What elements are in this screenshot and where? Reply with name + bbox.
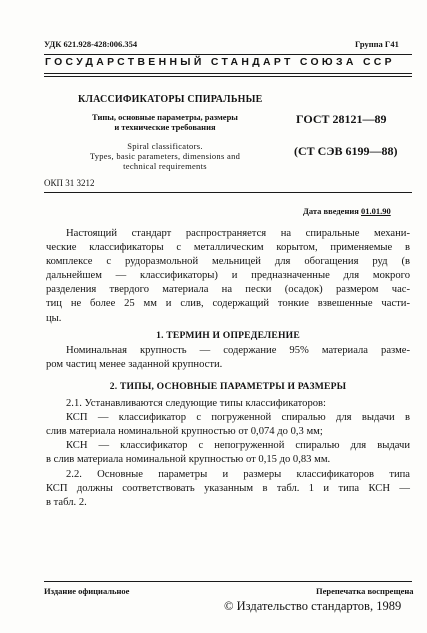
- text-line: КСП — классификатор с погруженной спиралью для выдачи в: [66, 412, 410, 424]
- text-line: 2.2. Основные параметры и размеры классификаторов типа: [66, 468, 410, 480]
- section-2-paragraph-2: [46, 468, 410, 510]
- title-rule: [44, 192, 412, 193]
- subtitle-en-line: technical requirements: [123, 161, 207, 172]
- header-rule-bottom: [44, 76, 412, 77]
- section-1-text: [46, 344, 410, 372]
- subtitle-ru-line: и технические требования: [114, 122, 216, 132]
- text-line: цы.: [46, 312, 62, 324]
- subtitle-en-line: Spiral classificators.: [127, 141, 203, 151]
- text-line: тиц не более 25 мм и слив, содержащий тонкие взвешенные части-: [46, 298, 410, 310]
- text-line: 2.1. Устанавливаются следующие типы классификаторов:: [66, 398, 326, 409]
- section-2-heading: 2. ТИПЫ, ОСНОВНЫЕ ПАРАМЕТРЫ И РАЗМЕРЫ: [109, 381, 347, 392]
- header-rule-mid: [44, 73, 412, 74]
- text-line: Номинальная крупность — содержание 95% материала разме-: [66, 345, 410, 356]
- text-line: КСН — классификатор с непогруженной спиралью для выдачи: [66, 440, 410, 452]
- text-line: КСП должны соответствовать указанным в табл. 1 и типа КСН —: [46, 482, 410, 494]
- text-line: ром частиц менее заданной крупности.: [46, 359, 223, 371]
- standard-banner: ГОСУДАРСТВЕННЫЙ СТАНДАРТ СОЮЗА ССР: [45, 57, 395, 68]
- text-line: комплексе с рудоразмольной мельницей для обогащения руд (в: [46, 256, 410, 268]
- introduction-date-value: 01.01.90: [360, 206, 391, 216]
- group-code: Группа Г41: [355, 39, 399, 49]
- udk-code: УДК 621.928-428:006.354: [44, 39, 138, 49]
- footer-rule: [44, 581, 412, 582]
- okp-code: ОКП 31 3212: [44, 178, 95, 188]
- introduction-date: [303, 206, 391, 216]
- subtitle-en: [60, 141, 270, 172]
- section-1-heading: 1. ТЕРМИН И ОПРЕДЕЛЕНИЕ: [156, 330, 300, 341]
- subtitle-en-line: Types, basic parameters, dimensions and: [89, 151, 241, 162]
- copyright-text: Издательство стандартов, 1989: [236, 599, 402, 613]
- text-line: ческие классификаторы с металлическим корытом, применяемые в: [46, 242, 410, 254]
- document-title: КЛАССИФИКАТОРЫ СПИРАЛЬНЫЕ: [78, 94, 263, 105]
- introduction-date-label: Дата введения: [303, 206, 359, 216]
- subtitle-ru-line: Типы, основные параметры, размеры: [92, 112, 238, 122]
- copyright-icon: ©: [224, 599, 234, 613]
- subtitle-ru: [60, 112, 270, 132]
- intro-paragraph: [46, 227, 410, 326]
- st-sev-number: (СТ СЭВ 6199—88): [294, 144, 398, 158]
- copyright-notice: [224, 599, 401, 614]
- text-line: разделения твердого материала на пески (осадок) размером час-: [46, 284, 410, 296]
- text-line: слив материала номинальной крупностью от 0,074 до 0,3 мм;: [46, 426, 323, 438]
- reprint-notice: Перепечатка воспрещена: [316, 586, 414, 596]
- text-line: в табл. 2.: [46, 496, 87, 508]
- section-2-paragraph-1: [46, 397, 410, 467]
- text-line: в слив материала номинальной крупностью от 0,15 до 0,83 мм.: [46, 454, 331, 466]
- header-rule-top: [44, 54, 412, 55]
- text-line: дальнейшем — классификаторы) и предназначенные для мокрого: [46, 270, 410, 282]
- text-line: Настоящий стандарт распространяется на спиральные механи-: [66, 228, 410, 239]
- gost-number: ГОСТ 28121—89: [296, 112, 387, 126]
- official-edition: Издание официальное: [44, 586, 130, 596]
